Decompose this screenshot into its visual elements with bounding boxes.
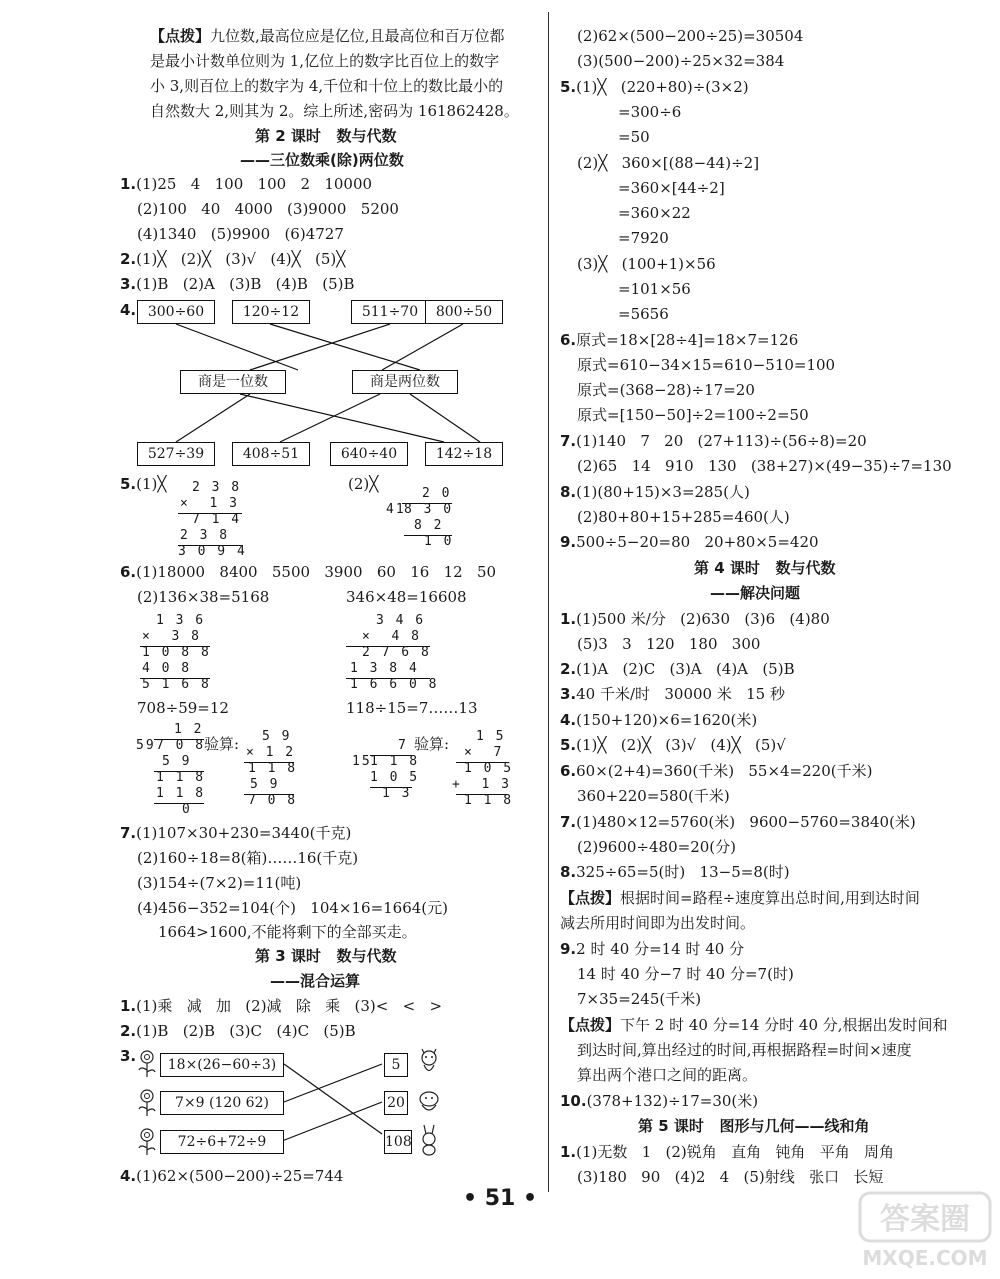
answer-line: (2)136×38=5168	[137, 588, 270, 606]
category-box: 商是一位数	[180, 370, 286, 394]
answer-line: =50	[618, 128, 650, 146]
answer-line: (2)80+80+15+285=460(人)	[577, 508, 790, 526]
question-1: 1.(1)乘 减 加 (2)减 除 乘 (3)< < >	[120, 997, 443, 1015]
value-box: 20	[384, 1091, 408, 1115]
svg-text:MXQE.COM: MXQE.COM	[862, 1246, 988, 1270]
question-5: 5.(1)╳ (2)╳ (3)√ (4)╳ (5)√	[560, 736, 786, 754]
question-6: 6.原式=18×[28÷4]=18×7=126	[560, 331, 799, 349]
expression-box: 7×9 (120 62)	[160, 1091, 284, 1115]
answer-line: =7920	[618, 229, 669, 247]
answer-line: (4)456−352=104(个) 104×16=1664(元)	[137, 899, 449, 917]
section-title: 第 2 课时 数与代数	[255, 127, 397, 145]
answer-line: (3)154÷(7×2)=11(吨)	[137, 874, 302, 892]
answer-line: (2)62×(500−200÷25)=30504	[577, 27, 804, 45]
answer-line: =101×56	[618, 280, 691, 298]
value-box: 5	[384, 1053, 408, 1077]
question-1: 1.(1)无数 1 (2)锐角 直角 钝角 平角 周角	[560, 1143, 895, 1161]
answer-line: (2)9600÷480=20(分)	[577, 838, 736, 856]
section-title: 第 3 课时 数与代数	[255, 947, 397, 965]
question-6: 6.(1)18000 8400 5500 3900 60 16 12 50	[120, 563, 497, 581]
question-1: 1.(1)25 4 100 100 2 10000	[120, 175, 373, 193]
answer-line: (4)1340 (5)9900 (6)4727	[137, 225, 344, 243]
answer-line: (2)100 40 4000 (3)9000 5200	[137, 200, 399, 218]
answer-line: 360+220=580(千米)	[577, 787, 730, 805]
question-9: 9.500÷5−20=80 20+80×5=420	[560, 533, 819, 551]
expression-box: 18×(26−60÷3)	[160, 1053, 284, 1077]
question-7: 7.(1)107×30+230=3440(千克)	[120, 824, 352, 842]
question-2: 2.(1)A (2)C (3)A (4)A (5)B	[560, 660, 795, 678]
cartoon-animal-icon	[416, 1087, 442, 1117]
question-2: 2.(1)B (2)B (3)C (4)C (5)B	[120, 1022, 356, 1040]
flower-icon	[136, 1048, 158, 1078]
question-5: 5.(1)╳ (220+80)÷(3×2)	[560, 78, 749, 96]
section-title: 第 5 课时 图形与几何——线和角	[638, 1117, 870, 1135]
tip-line: 【点拨】下午 2 时 40 分=14 分时 40 分,根据出发时间和	[560, 1016, 948, 1034]
answer-line: (3)╳ (100+1)×56	[577, 255, 716, 273]
question-3: 3.(1)B (2)A (3)B (4)B (5)B	[120, 275, 355, 293]
question-2: 2.(1)╳ (2)╳ (3)√ (4)╳ (5)╳	[120, 250, 346, 268]
question-10: 10.(378+132)÷17=30(米)	[560, 1092, 759, 1110]
question-7: 7.(1)480×12=5760(米) 9600−5760=3840(米)	[560, 813, 916, 831]
rabbit-icon	[416, 1124, 442, 1156]
answer-line: 1664>1600,不能将剩下的全部买走。	[158, 923, 417, 941]
answer-line: 7×35=245(千米)	[577, 990, 702, 1008]
question-5: 5.(1)╳	[120, 475, 167, 493]
tip-line: 是最小计数单位则为 1,亿位上的数字比百位上的数字	[150, 52, 500, 70]
section-subtitle: ——解决问题	[710, 584, 801, 602]
question-4: 4.(150+120)×6=1620(米)	[560, 711, 758, 729]
tip-line: 自然数大 2,则其为 2。综上所述,密码为 161862428。	[150, 102, 519, 120]
answer-mark: (2)╳	[348, 475, 379, 493]
cartoon-animal-icon	[416, 1048, 442, 1078]
division-box: 640÷40	[330, 442, 408, 466]
answer-line: (2)65 14 910 130 (38+27)×(49−35)÷7=130	[577, 457, 952, 475]
division-box: 527÷39	[137, 442, 215, 466]
division-box: 120÷12	[232, 300, 310, 324]
question-3: 3.40 千米/时 30000 米 15 秒	[560, 685, 785, 703]
category-box: 商是两位数	[352, 370, 458, 394]
question-1: 1.(1)500 米/分 (2)630 (3)6 (4)80	[560, 610, 830, 628]
svg-text:答案圈: 答案圈	[880, 1202, 970, 1237]
answer-line: (3)180 90 (4)2 4 (5)射线 张口 长短	[577, 1168, 884, 1186]
question-9: 9.2 时 40 分=14 时 40 分	[560, 940, 745, 958]
answer-line: (5)3 3 120 180 300	[577, 635, 761, 653]
page-number: • 51 •	[462, 1186, 538, 1211]
answer-line: =360×[44÷2]	[618, 179, 725, 197]
flower-icon	[136, 1087, 158, 1117]
division-box: 800÷50	[425, 300, 503, 324]
division-box: 142÷18	[425, 442, 503, 466]
question-3-number: 3.	[120, 1047, 137, 1065]
division-box: 300÷60	[137, 300, 215, 324]
tip-line: 算出两个港口之间的距离。	[577, 1066, 758, 1084]
watermark-logo	[855, 1185, 995, 1275]
tip-line: 小 3,则百位上的数字为 4,千位和十位上的数比最小的	[150, 77, 504, 95]
question-4: 4.(1)62×(500−200)÷25=744	[120, 1167, 344, 1185]
section-subtitle: ——混合运算	[270, 972, 361, 990]
flower-icon	[136, 1126, 158, 1156]
answer-line: 118÷15=7……13	[346, 699, 478, 717]
answer-line: 原式=610−34×15=610−510=100	[577, 356, 836, 374]
answer-line: 原式=[150−50]÷2=100÷2=50	[577, 406, 809, 424]
answer-line: 708÷59=12	[137, 699, 229, 717]
question-8: 8.325÷65=5(时) 13−5=8(时)	[560, 863, 790, 881]
answer-line: 14 时 40 分−7 时 40 分=7(时)	[577, 965, 794, 983]
question-4-number: 4.	[120, 301, 137, 319]
section-subtitle: ——三位数乘(除)两位数	[240, 151, 404, 169]
answer-line: 346×48=16608	[346, 588, 467, 606]
answer-line: (3)(500−200)÷25×32=384	[577, 52, 785, 70]
answer-line: =300÷6	[618, 103, 682, 121]
question-8: 8.(1)(80+15)×3=285(人)	[560, 483, 750, 501]
answer-line: (2)╳ 360×[(88−44)÷2]	[577, 154, 760, 172]
expression-box: 72÷6+72÷9	[160, 1130, 284, 1154]
section-title: 第 4 课时 数与代数	[694, 559, 836, 577]
matching-lines	[120, 0, 545, 1200]
value-box: 108	[384, 1130, 412, 1154]
division-box: 408÷51	[232, 442, 310, 466]
answer-line: 原式=(368−28)÷17=20	[577, 381, 755, 399]
answer-line: (2)160÷18=8(箱)……16(千克)	[137, 849, 359, 867]
division-box: 511÷70	[351, 300, 429, 324]
tip-line: 【点拨】九位数,最高位应是亿位,且最高位和百万位都	[150, 27, 505, 45]
question-6: 6.60×(2+4)=360(千米) 55×4=220(千米)	[560, 762, 873, 780]
tip-line: 到达时间,算出经过的时间,再根据路程=时间×速度	[577, 1041, 912, 1059]
question-7: 7.(1)140 7 20 (27+113)÷(56÷8)=20	[560, 432, 867, 450]
tip-line: 【点拨】根据时间=路程÷速度算出总时间,用到达时间	[560, 889, 920, 907]
answer-line: =5656	[618, 305, 669, 323]
column-divider	[548, 12, 549, 1192]
tip-line: 减去所用时间即为出发时间。	[560, 914, 756, 932]
answer-line: =360×22	[618, 204, 691, 222]
